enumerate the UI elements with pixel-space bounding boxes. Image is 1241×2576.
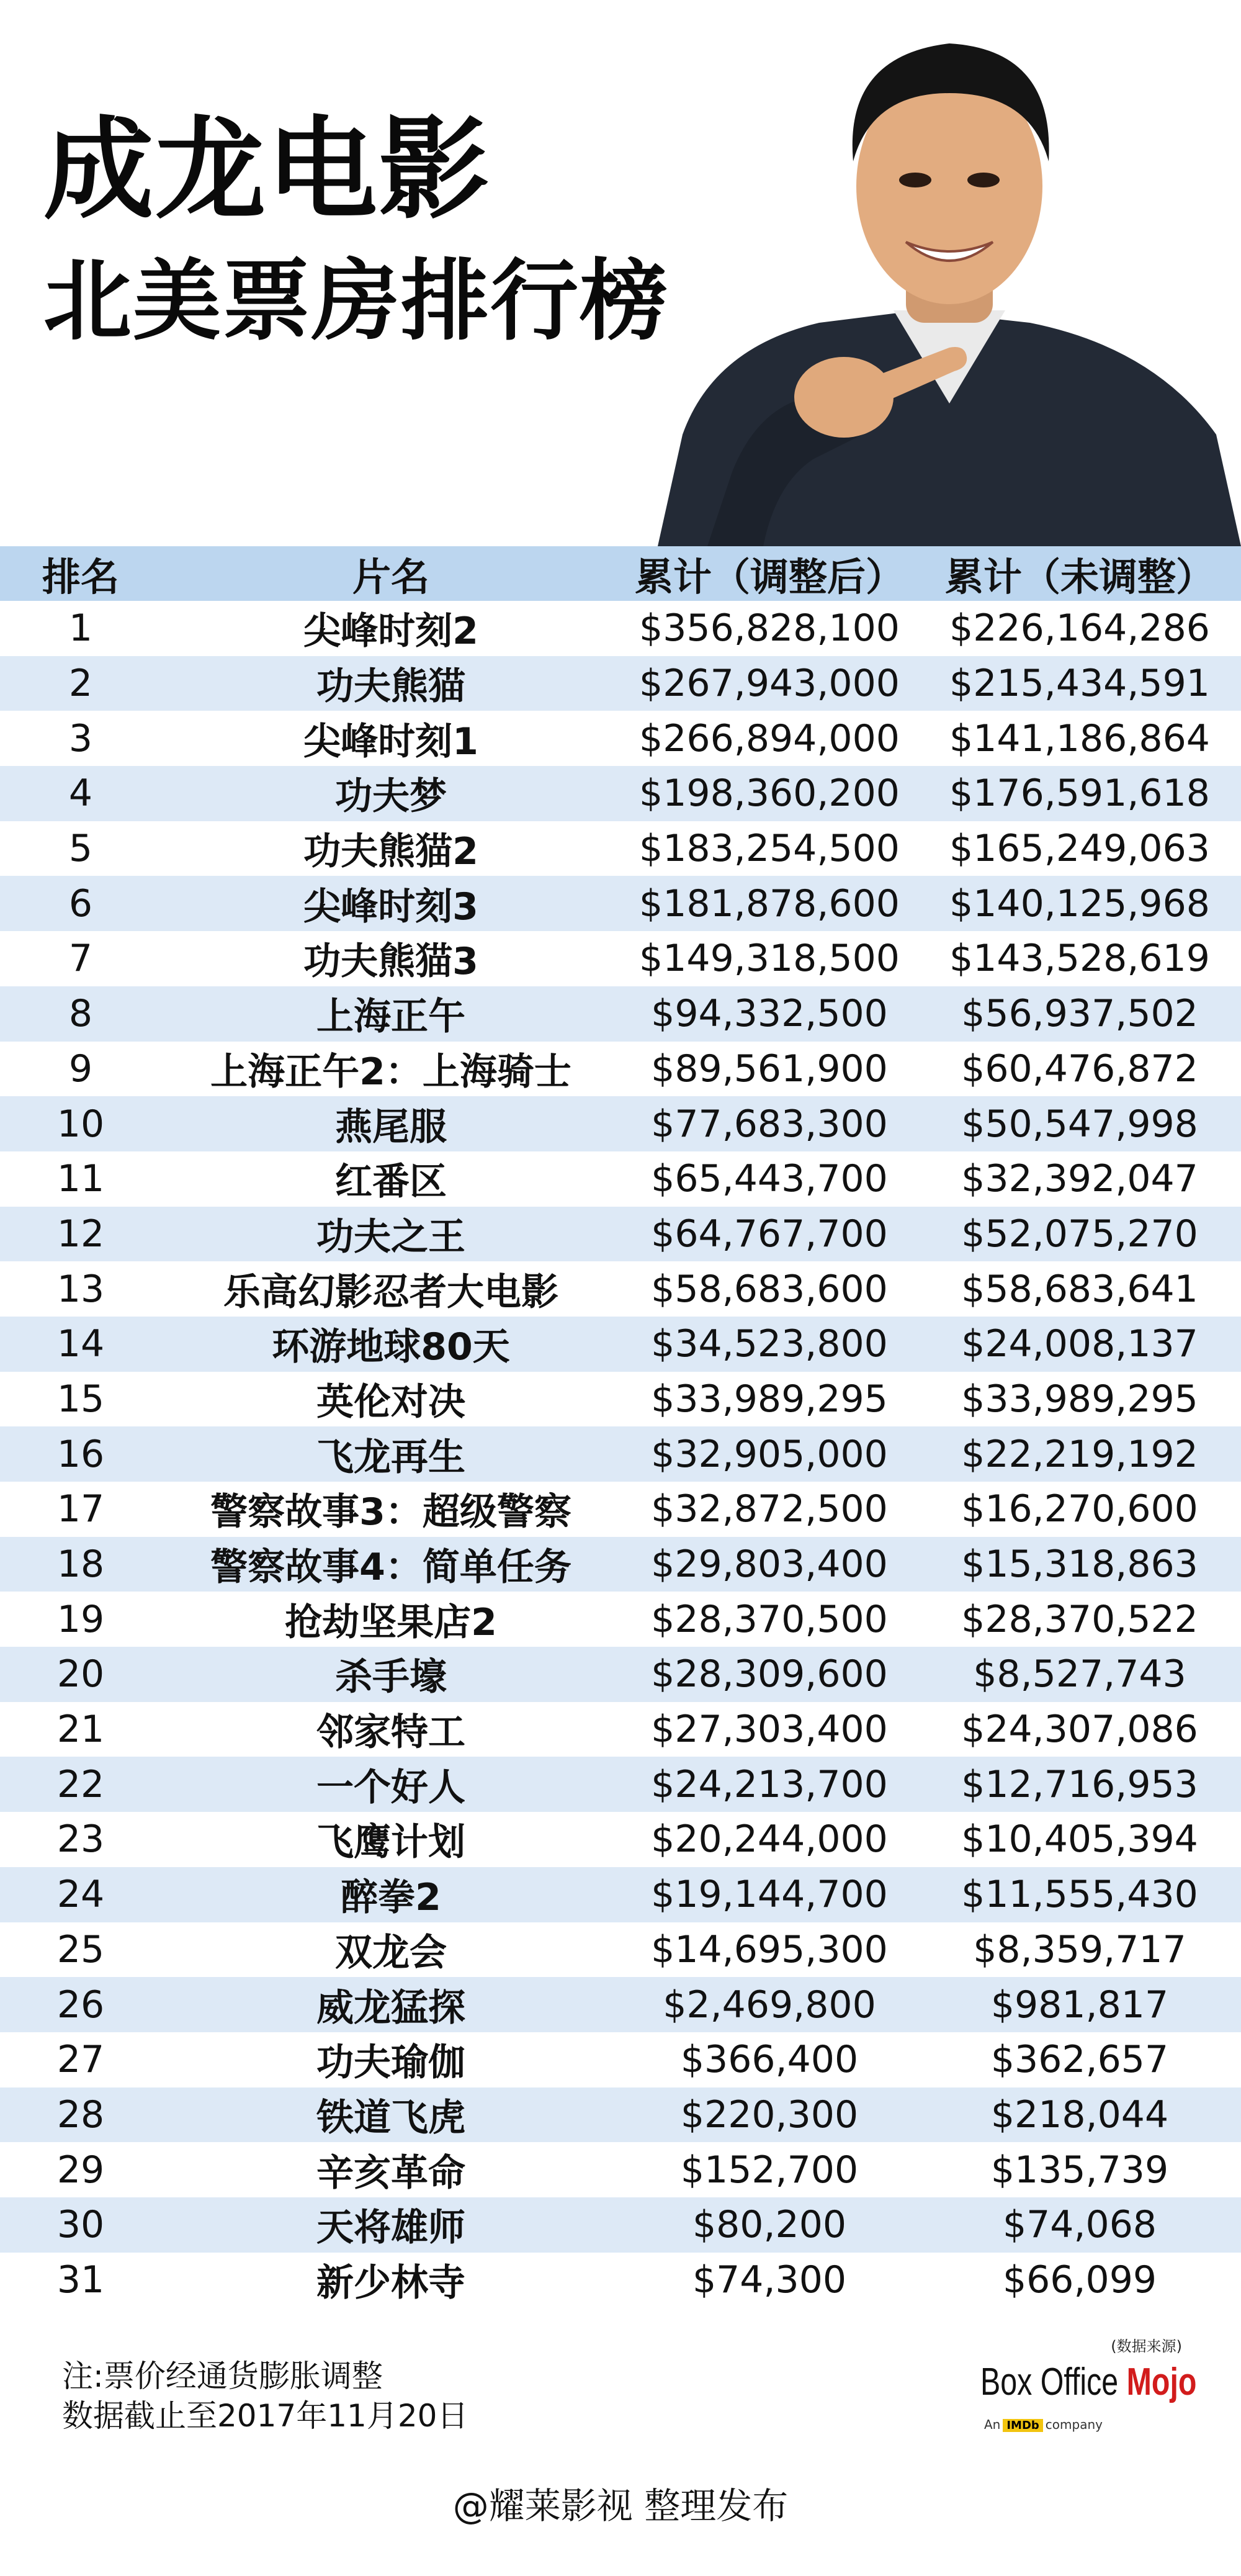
box-office-table [0,546,1241,2307]
adjusted-gross-cell: $64,767,700 [651,1212,888,1256]
unadjusted-gross-cell: $140,125,968 [949,881,1210,925]
title-cell: 乐高幻影忍者大电影 [223,1270,558,1314]
adjusted-gross-cell: $183,254,500 [639,827,900,871]
title-cell: 天将雄师 [316,2206,465,2250]
title-cell: 尖峰时刻1 [303,719,478,763]
rank-cell: 31 [56,2258,105,2302]
unadjusted-gross-cell: $226,164,286 [949,606,1210,651]
rank-cell: 15 [56,1377,105,1421]
bom-wordmark [980,2360,1196,2404]
table-row [0,986,1241,1042]
rank-cell: 12 [56,1212,105,1256]
title-cell: 燕尾服 [335,1105,447,1149]
table-row [0,601,1241,656]
bom-sub-company: company [1045,2417,1103,2432]
table-row [0,1372,1241,1427]
adjusted-gross-cell: $356,828,100 [639,606,900,651]
table-row [0,1317,1241,1372]
table-row [0,766,1241,821]
unadjusted-gross-cell: $74,068 [1002,2203,1157,2247]
unadjusted-gross-cell: $165,249,063 [949,827,1210,871]
unadjusted-gross-cell: $8,359,717 [973,1927,1186,1971]
unadjusted-gross-cell: $33,989,295 [961,1377,1198,1421]
bom-subtitle [984,2417,1103,2432]
adjusted-gross-cell: $220,300 [680,2092,859,2137]
rank-cell: 17 [56,1487,105,1531]
title-line-2: 北美票房排行榜 [43,250,669,353]
title-cell: 杀手壕 [335,1655,447,1700]
unadjusted-gross-cell: $32,392,047 [961,1157,1198,1201]
rank-cell: 25 [56,1927,105,1971]
adjusted-gross-cell: $33,989,295 [651,1377,888,1421]
adjusted-gross-cell: $24,213,700 [651,1762,888,1806]
rank-cell: 3 [68,716,93,760]
unadjusted-gross-cell: $11,555,430 [961,1873,1198,1917]
adjusted-gross-cell: $27,303,400 [651,1708,888,1752]
rank-cell: 19 [56,1597,105,1641]
table-row [0,2197,1241,2253]
rank-cell: 1 [68,606,93,651]
table-row [0,1207,1241,1262]
table-row [0,1482,1241,1537]
table-body [0,601,1241,2307]
unadjusted-gross-cell: $135,739 [990,2148,1169,2192]
rank-cell: 29 [56,2148,105,2192]
rank-cell: 26 [56,1983,105,2027]
title-cell: 双龙会 [335,1930,447,1975]
header-rank: 排名 [42,554,119,600]
publisher-credit: @耀莱影视 整理发布 [452,2485,789,2527]
unadjusted-gross-cell: $22,219,192 [961,1432,1198,1476]
unadjusted-gross-cell: $8,527,743 [973,1652,1186,1696]
table-row [0,2087,1241,2143]
unadjusted-gross-cell: $60,476,872 [961,1047,1198,1091]
title-cell: 功夫熊猫3 [303,940,478,984]
table-row [0,1702,1241,1757]
actor-portrait-illustration [658,0,1241,546]
rank-cell: 9 [68,1047,93,1091]
table-row [0,821,1241,876]
title-cell: 功夫熊猫 [316,665,465,709]
unadjusted-gross-cell: $52,075,270 [961,1212,1198,1256]
adjusted-gross-cell: $94,332,500 [651,992,888,1036]
rank-cell: 11 [56,1157,105,1201]
table-row [0,1042,1241,1097]
unadjusted-gross-cell: $28,370,522 [961,1597,1198,1641]
adjusted-gross-cell: $198,360,200 [639,772,900,816]
table-row [0,876,1241,931]
title-cell: 上海正午2：上海骑士 [210,1050,571,1094]
data-date-note: 数据截止至2017年11月20日 [62,2398,468,2434]
unadjusted-gross-cell: $24,307,086 [961,1708,1198,1752]
table-row [0,2142,1241,2197]
bom-sub-an: An [984,2417,1001,2432]
table-row [0,1151,1241,1207]
rank-cell: 21 [56,1708,105,1752]
adjusted-gross-cell: $28,309,600 [651,1652,888,1696]
inflation-note: 注:票价经通货膨胀调整 [62,2358,383,2394]
adjusted-gross-cell: $28,370,500 [651,1597,888,1641]
adjusted-gross-cell: $2,469,800 [663,1983,876,2027]
title-cell: 新少林寺 [316,2261,465,2305]
title-cell: 飞龙再生 [316,1435,465,1479]
adjusted-gross-cell: $80,200 [692,2203,847,2247]
table-row [0,1922,1241,1978]
title-cell: 功夫之王 [316,1215,465,1259]
table-row [0,931,1241,986]
table-row [0,1647,1241,1702]
title-cell: 功夫熊猫2 [303,830,478,874]
table-row [0,1757,1241,1812]
rank-cell: 28 [56,2092,105,2137]
data-source-label: (数据来源) [1111,2338,1182,2355]
unadjusted-gross-cell: $10,405,394 [961,1817,1198,1862]
unadjusted-gross-cell: $56,937,502 [961,992,1198,1036]
adjusted-gross-cell: $74,300 [692,2258,847,2302]
unadjusted-gross-cell: $218,044 [990,2092,1169,2137]
unadjusted-gross-cell: $15,318,863 [961,1542,1198,1587]
title-cell: 警察故事4：简单任务 [210,1546,571,1590]
unadjusted-gross-cell: $981,817 [990,1983,1169,2027]
unadjusted-gross-cell: $215,434,591 [949,662,1210,706]
unadjusted-gross-cell: $143,528,619 [949,937,1210,981]
adjusted-gross-cell: $149,318,500 [639,937,900,981]
title-cell: 铁道飞虎 [316,2096,465,2140]
rank-cell: 27 [56,2038,105,2082]
rank-cell: 2 [68,662,93,706]
table-row [0,1977,1241,2032]
table-row [0,1426,1241,1482]
table-row [0,1812,1241,1867]
adjusted-gross-cell: $20,244,000 [651,1817,888,1862]
table-row [0,1096,1241,1151]
adjusted-gross-cell: $77,683,300 [651,1102,888,1146]
rank-cell: 18 [56,1542,105,1587]
table-row [0,1867,1241,1922]
header-adjusted: 累计（调整后） [634,554,904,600]
rank-cell: 10 [56,1102,105,1146]
unadjusted-gross-cell: $24,008,137 [961,1322,1198,1366]
header-title: 片名 [352,554,429,600]
title-cell: 威龙猛探 [316,1986,465,2030]
unadjusted-gross-cell: $66,099 [1002,2258,1157,2302]
title-cell: 尖峰时刻3 [303,885,478,929]
header-unadjusted: 累计（未调整） [944,554,1214,600]
title-cell: 邻家特工 [316,1711,465,1755]
title-cell: 上海正午 [316,995,465,1039]
unadjusted-gross-cell: $362,657 [990,2038,1169,2082]
adjusted-gross-cell: $32,872,500 [651,1487,888,1531]
adjusted-gross-cell: $266,894,000 [639,716,900,760]
title-cell: 飞鹰计划 [316,1821,465,1865]
table-row [0,1592,1241,1647]
unadjusted-gross-cell: $16,270,600 [961,1487,1198,1531]
adjusted-gross-cell: $89,561,900 [651,1047,888,1091]
adjusted-gross-cell: $152,700 [680,2148,859,2192]
title-cell: 功夫梦 [335,775,447,819]
rank-cell: 30 [56,2203,105,2247]
title-cell: 环游地球80天 [272,1325,510,1369]
rank-cell: 6 [68,881,93,925]
unadjusted-gross-cell: $12,716,953 [961,1762,1198,1806]
adjusted-gross-cell: $181,878,600 [639,881,900,925]
table-row [0,2253,1241,2308]
unadjusted-gross-cell: $141,186,864 [949,716,1210,760]
title-line-1: 成龙电影 [43,106,490,234]
rank-cell: 5 [68,827,93,871]
title-cell: 抢劫坚果店2 [285,1600,497,1644]
adjusted-gross-cell: $32,905,000 [651,1432,888,1476]
rank-cell: 24 [56,1873,105,1917]
rank-cell: 4 [68,772,93,816]
title-cell: 英伦对决 [316,1380,465,1424]
title-cell: 红番区 [335,1160,447,1204]
table-row [0,1537,1241,1592]
title-cell: 一个好人 [316,1765,465,1809]
title-cell: 警察故事3：超级警察 [210,1490,571,1534]
unadjusted-gross-cell: $58,683,641 [961,1267,1198,1311]
unadjusted-gross-cell: $176,591,618 [949,772,1210,816]
table-row [0,1261,1241,1317]
rank-cell: 7 [68,937,93,981]
title-cell: 功夫瑜伽 [316,2041,465,2085]
imdb-badge: IMDb [1003,2419,1042,2432]
adjusted-gross-cell: $34,523,800 [651,1322,888,1366]
bom-box-office-text: Box Office [980,2361,1127,2403]
title-cell: 尖峰时刻2 [303,610,478,654]
table-header-row [0,546,1241,601]
bom-mojo-text: Mojo [1126,2361,1197,2403]
adjusted-gross-cell: $14,695,300 [651,1927,888,1971]
rank-cell: 14 [56,1322,105,1366]
rank-cell: 23 [56,1817,105,1862]
table-row [0,656,1241,711]
rank-cell: 8 [68,992,93,1036]
table-row [0,2032,1241,2087]
box-office-mojo-logo [980,2334,1197,2446]
rank-cell: 16 [56,1432,105,1476]
rank-cell: 22 [56,1762,105,1806]
unadjusted-gross-cell: $50,547,998 [961,1102,1198,1146]
adjusted-gross-cell: $366,400 [680,2038,859,2082]
rank-cell: 20 [56,1652,105,1696]
adjusted-gross-cell: $58,683,600 [651,1267,888,1311]
adjusted-gross-cell: $19,144,700 [651,1873,888,1917]
title-cell: 辛亥革命 [316,2151,465,2195]
adjusted-gross-cell: $29,803,400 [651,1542,888,1587]
title-cell: 醉拳2 [341,1876,441,1920]
rank-cell: 13 [56,1267,105,1311]
table-row [0,711,1241,766]
adjusted-gross-cell: $65,443,700 [651,1157,888,1201]
adjusted-gross-cell: $267,943,000 [639,662,900,706]
